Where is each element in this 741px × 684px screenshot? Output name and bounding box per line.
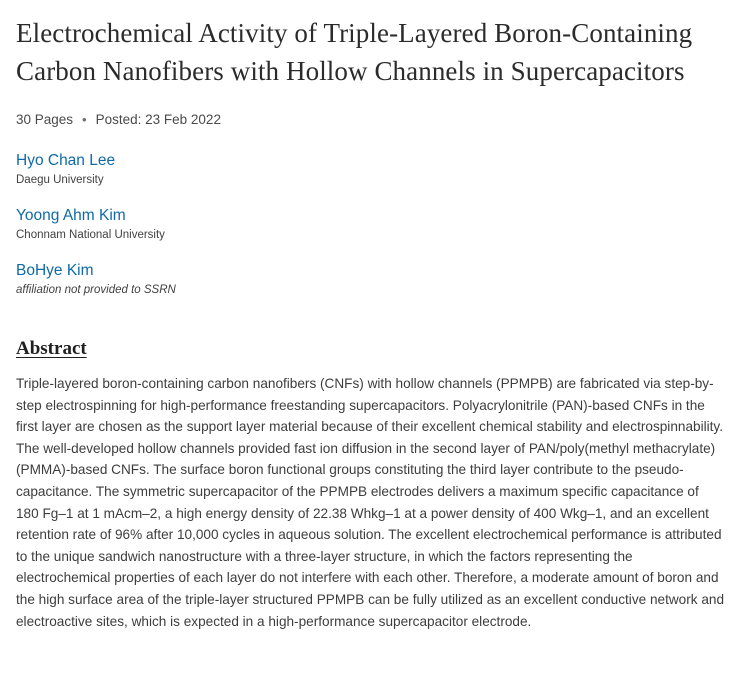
author-affiliation-3: affiliation not provided to SSRN: [16, 284, 176, 296]
author-entry: [16, 261, 725, 298]
author-entry: [16, 206, 725, 243]
page-count: 30 Pages: [16, 112, 74, 127]
author-affiliation-1: Daegu University: [16, 174, 104, 186]
meta-separator-icon: •: [82, 112, 87, 127]
author-entry: [16, 151, 725, 188]
author-link-3[interactable]: BoHye Kim: [16, 262, 94, 279]
author-link-1[interactable]: Hyo Chan Lee: [16, 152, 116, 169]
abstract-heading: Abstract: [16, 338, 87, 359]
posted-date: Posted: 23 Feb 2022: [95, 112, 221, 127]
author-link-2[interactable]: Yoong Ahm Kim: [16, 207, 126, 224]
abstract-text: Triple-layered boron-containing carbon nanofibers (CNFs) with hollow channels (PPMPB) are fabricated via step-by-step electrospinning for high-performance freestanding supercapacitors. Polyacrylonitrile (PAN)-based CNFs in the first layer are chosen as the support layer material because of their excellent chemical stability and electrospinnability. The well-developed hollow channels provided fast ion diffusion in the second layer of PAN/poly(methyl methacrylate) (PMMA)-based CNFs. The surface boron functional groups constituting the third layer contribute to the pseudo-capacitance. The symmetric supercapacitor of the PPMPB electrodes delivers a maximum specific capacitance of 180 Fg–1 at 1 mAcm–2, a high energy density of 22.38 Whkg–1 at a power density of 400 Wkg–1, and an excellent retention rate of 96% after 10,000 cycles in aqueous solution. The excellent electrochemical performance is attributed to the unique sandwich nanostructure with a three-layer structure, in which the factors representing the electrochemical properties of each layer do not interfere with each other. Therefore, a moderate amount of boron and the high surface area of the triple-layer structured PPMPB can be fully utilized as an excellent conductive network and electroactive sites, which is expected in a high-performance supercapacitor electrode.: [16, 376, 725, 629]
paper-meta: [16, 112, 725, 127]
author-affiliation-2: Chonnam National University: [16, 229, 165, 241]
page-title: Electrochemical Activity of Triple-Layered Boron-Containing Carbon Nanofibers with Hollow Channels in Supercapacitors: [16, 18, 693, 86]
author-list: [16, 151, 725, 298]
